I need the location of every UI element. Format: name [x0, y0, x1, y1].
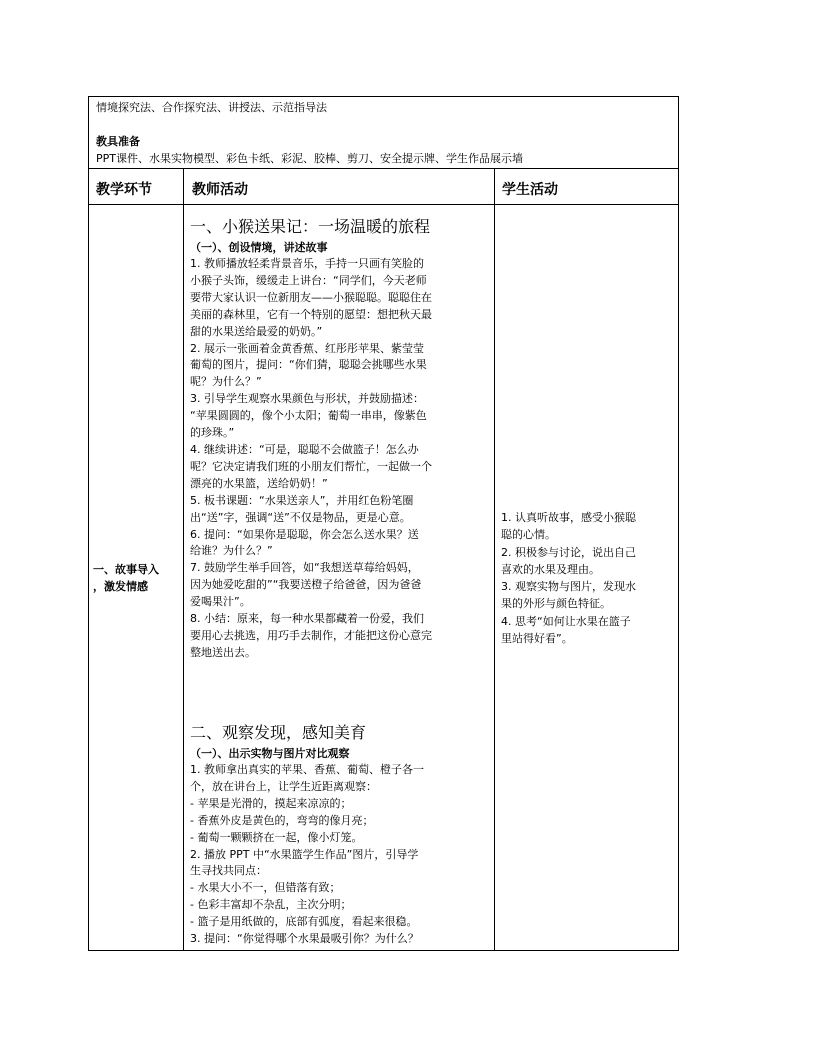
teacher-text-line: 的珍珠。”	[190, 426, 235, 440]
teacher-text-line: 呢？为什么？”	[190, 375, 262, 389]
teacher-text-line: 要用心去挑选，用巧手去制作，才能把这份心意完	[190, 628, 432, 642]
teacher-text-line: - 水果大小不一，但错落有致；	[190, 881, 341, 895]
materials-label: 教具准备	[96, 135, 140, 148]
lesson-info-block	[96, 99, 674, 167]
header-teacher: 教师活动	[192, 182, 248, 198]
student-text-line: 4. 思考“如何让水果在篮子	[501, 614, 631, 628]
student-text-line: 里站得好看”。	[501, 632, 573, 646]
materials-list: PPT课件、水果实物模型、彩色卡纸、彩泥、胶棒、剪刀、安全提示牌、学生作品展示墙	[96, 152, 523, 165]
teacher-text-line: - 篮子是用纸做的，底部有弧度，看起来很稳。	[190, 915, 418, 929]
column-divider-2	[494, 168, 495, 951]
teacher-text-line: 5. 板书课题：“水果送亲人”，并用红色粉笔圈	[190, 493, 414, 507]
teacher-text-line: 生寻找共同点：	[190, 864, 267, 878]
column-divider-1	[183, 168, 184, 951]
teacher-text-line: 因为她爱吃甜的”“我要送橙子给爸爸，因为爸爸	[190, 578, 422, 592]
student-text-line: 1. 认真听故事，感受小猴聪	[501, 511, 636, 524]
teacher-text-line: 2. 播放 PPT 中“水果篮学生作品”图片，引导学	[190, 847, 419, 861]
stage-cell	[93, 561, 181, 595]
student-text-line: 喜欢的水果及理由。	[501, 562, 600, 576]
teacher-text-line: 葡萄的图片，提问：“你们猜，聪聪会挑哪些水果	[190, 358, 427, 372]
teacher-text-line: - 香蕉外皮是黄色的，弯弯的像月亮；	[190, 813, 374, 827]
teacher-section-2	[190, 722, 490, 948]
spacer	[96, 116, 674, 133]
section-2-title: 二、观察发现，感知美育	[190, 723, 367, 742]
teacher-text-line: 整地送出去。	[190, 645, 256, 659]
teacher-text-line: 4. 继续讲述：“可是，聪聪不会做篮子！怎么办	[190, 442, 419, 456]
teacher-text-line: 个，放在讲台上，让学生近距离观察：	[190, 779, 377, 793]
student-activity	[501, 509, 676, 647]
header-student: 学生活动	[502, 182, 558, 198]
teacher-text-line: 6. 提问：“如果你是聪聪，你会怎么送水果？送	[190, 527, 419, 541]
teacher-text-line: 出“送”字，强调“送”不仅是物品，更是心意。	[190, 510, 411, 524]
student-text-line: 3. 观察实物与图片，发现水	[501, 580, 636, 594]
section-2-subtitle: （一）、出示实物与图片对比观察	[190, 747, 350, 760]
teacher-text-line: 呢？它决定请我们班的小朋友们帮忙，一起做一个	[190, 459, 432, 473]
teacher-text-line: 漂亮的水果篮，送给奶奶！”	[190, 476, 328, 490]
teacher-text-line: 要带大家认识一位新朋友——小猴聪聪。聪聪住在	[190, 290, 432, 304]
teacher-text-line: - 苹果是光滑的，摸起来凉凉的；	[190, 796, 352, 810]
student-text-line: 果的外形与颜色特征。	[501, 597, 611, 611]
teacher-text-line: 3. 提问：“你觉得哪个水果最吸引你？为什么？	[190, 932, 419, 946]
teacher-text-line: 7. 鼓励学生举手回答，如“我想送草莓给妈妈，	[190, 561, 419, 575]
teacher-text-line: 爱喝果汁”。	[190, 595, 251, 609]
teacher-text-line: 8. 小结：原来，每一种水果都藏着一份爱，我们	[190, 612, 424, 626]
teacher-text-line: 1. 教师播放轻柔背景音乐，手持一只画有笑脸的	[190, 257, 424, 270]
stage-title-line1: 一、故事导入	[93, 563, 159, 576]
teacher-text-line: 给谁？为什么？”	[190, 544, 273, 558]
teacher-text-line: 甜的水果送给最爱的奶奶。”	[190, 324, 323, 338]
teacher-text-line: 1. 教师拿出真实的苹果、香蕉、葡萄、橙子各一	[190, 763, 424, 776]
teacher-text-line: 美丽的森林里，它有一个特别的愿望：想把秋天最	[190, 307, 432, 321]
teacher-text-line: 3. 引导学生观察水果颜色与形状，并鼓励描述：	[190, 392, 424, 406]
teacher-text-line: 小猴子头饰，缓缓走上讲台：“同学们，今天老师	[190, 273, 427, 287]
student-text-line: 2. 积极参与讨论，说出自己	[501, 545, 636, 559]
stage-title-line2: ，激发情感	[93, 580, 148, 593]
student-text-line: 聪的心情。	[501, 528, 556, 542]
header-bottom-rule	[88, 204, 679, 205]
teacher-text-line: - 葡萄一颗颗挤在一起，像小灯笼。	[190, 830, 363, 844]
teacher-text-line: - 色彩丰富却不杂乱，主次分明；	[190, 898, 352, 912]
section-1-title: 一、小猴送果记：一场温暖的旅程	[190, 217, 431, 236]
teaching-methods: 情境探究法、合作探究法、讲授法、示范指导法	[96, 101, 327, 114]
teacher-section-1	[190, 216, 490, 662]
section-1-subtitle: （一）、创设情境，讲述故事	[190, 241, 328, 254]
teacher-text-line: “苹果圆圆的，像个小太阳；葡萄一串串，像紫色	[190, 409, 427, 423]
header-top-rule	[88, 168, 679, 169]
header-stage: 教学环节	[96, 182, 152, 198]
teacher-text-line: 2. 展示一张画着金黄香蕉、红彤彤苹果、紫莹莹	[190, 341, 424, 355]
